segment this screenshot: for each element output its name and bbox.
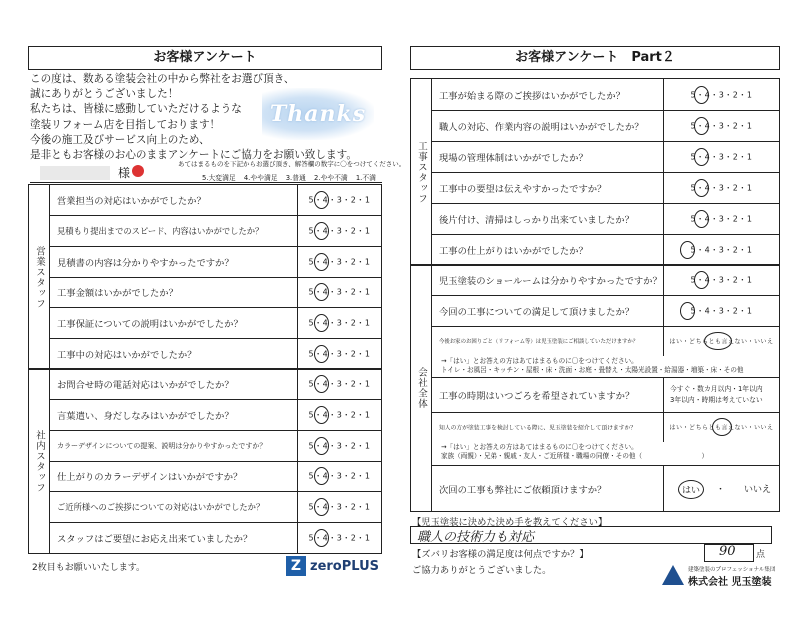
rating-cell[interactable] xyxy=(297,430,381,461)
kodama-logo-icon xyxy=(662,565,684,585)
section-office-staff xyxy=(28,368,382,554)
scale-item: 5.大変満足 xyxy=(202,174,236,182)
question-row xyxy=(49,185,381,216)
zeroplus-logo-icon: Z xyxy=(286,556,306,576)
question-text: 仕上がりのカラーデザインはいかがですか？ xyxy=(57,472,243,483)
rating-options: 5・4・3・2・1 xyxy=(308,410,371,419)
scale-item: 4.やや満足 xyxy=(243,174,278,182)
rating-cell[interactable] xyxy=(297,461,381,491)
question-text: 職人の対応、作業内容の説明はいかがでしたか？ xyxy=(439,121,644,133)
intro-line: 塗装リフォーム店を目指しております！ xyxy=(30,118,221,131)
section-sales-staff xyxy=(28,184,382,370)
renovation-options[interactable]: トイレ・お風呂・キッチン・屋根・床・洗面・お庭・畳替え・太陽光設置・給湯器・増築・床・その他 xyxy=(441,366,744,374)
timing-option-line: 今すぐ・数カ月以内・1年以内 xyxy=(670,385,763,393)
rating-options: 5・4・3・2・1 xyxy=(308,195,371,205)
question-row xyxy=(49,399,381,431)
footer-note: 2枚目もお願いいたします。 xyxy=(32,563,146,573)
rating-options: 5・4・3・2・1 xyxy=(308,318,371,327)
question-row xyxy=(431,326,779,356)
section-construction-staff xyxy=(410,78,780,266)
rating-options: 5・4・3・2・1 xyxy=(308,226,371,235)
timing-option-line: 3年以内・時期は考えていない xyxy=(670,396,763,404)
question-text: 言葉遣い、身だしなみはいかがでしたか？ xyxy=(57,410,234,422)
rating-cell[interactable] xyxy=(297,399,381,430)
intro-line: 是非ともお客様のお心のままアンケートにご協力をお願い致します。 xyxy=(30,149,357,162)
redacted-customer-name xyxy=(40,166,110,180)
relationship-options[interactable]: 家族（両親）・兄弟・親戚・友人・ご近所様・職場の同僚・その他（ ） xyxy=(441,452,709,460)
brand-name: zeroPLUS xyxy=(310,558,379,574)
deciding-factor-label: 【児玉塗装に決めた決め手を教えてください】 xyxy=(412,517,608,528)
rating-options: 5・4・3・2・1 xyxy=(690,121,753,130)
question-row xyxy=(49,307,381,339)
rating-options: はい・どちらとも言えない・いいえ xyxy=(669,424,774,432)
rating-options: 5・4・3・2・1 xyxy=(690,183,753,192)
question-text: 知人の方が塗装工事を検討している際に、児玉塗装を紹介して頂けますか？ xyxy=(439,425,637,432)
question-text: 工事の仕上がりはいかがでしたか？ xyxy=(439,245,588,257)
scale-item: 1.不満 xyxy=(355,174,376,182)
yes-option[interactable]: はい xyxy=(678,480,704,499)
question-row xyxy=(49,491,381,523)
rating-cell[interactable] xyxy=(297,338,381,369)
rating-options: 5・4・3・2・1 xyxy=(308,502,371,511)
question-text: ご近所様へのご挨拶についての対応はいかがでしたか？ xyxy=(57,501,265,512)
intro-line: 今後の施工及びサービス向上のため、 xyxy=(30,133,210,146)
thanks-watercolor-art: Thanks xyxy=(262,88,374,140)
question-text: 次回の工事も弊社にご依頼頂けますか？ xyxy=(439,484,607,496)
rating-options: 5・4・3・2・1 xyxy=(308,379,371,389)
handwritten-score: 90 xyxy=(719,544,736,559)
scale-item: 2.やや不満 xyxy=(313,174,348,182)
rating-cell[interactable] xyxy=(663,79,779,110)
rating-cell[interactable] xyxy=(297,215,381,246)
rating-cell[interactable] xyxy=(663,295,779,326)
section-label: 工事スタッフ xyxy=(411,79,432,265)
rating-cell[interactable] xyxy=(663,265,779,295)
question-row xyxy=(431,203,779,235)
question-text: 児玉塗装のショールームは分かりやすかったですか？ xyxy=(439,276,662,287)
question-row xyxy=(431,141,779,173)
honorific-label: 様 xyxy=(118,166,131,180)
question-text: 後片付け、清掃はしっかり出来ていましたか？ xyxy=(439,214,634,226)
rating-options: 5・4・3・2・1 xyxy=(308,441,371,450)
question-row xyxy=(49,338,381,369)
question-row xyxy=(49,246,381,278)
intro-line: この度は、数ある塗装会社の中から弊社をお選び頂き、 xyxy=(30,73,295,85)
question-row xyxy=(431,110,779,142)
question-text: 見積もり提出までのスピード、内容はいかがでしたか？ xyxy=(57,225,264,236)
rating-cell[interactable] xyxy=(663,234,779,265)
rating-options: 5・4・3・2・1 xyxy=(690,90,753,99)
question-text: 工事金額はいかがでしたか？ xyxy=(57,288,178,299)
separator: ・ xyxy=(716,485,726,495)
rating-cell[interactable] xyxy=(663,110,779,141)
company-tagline: 建築塗装のプロフェッショナル集団 xyxy=(688,567,776,573)
company-name: 株式会社 児玉塗装 xyxy=(688,577,772,588)
question-row xyxy=(431,466,779,511)
score-label: 【ズバリお客様の満足度は何点ですか？】 xyxy=(412,549,589,560)
question-text: 工事が始まる際のご挨拶はいかがでしたか？ xyxy=(439,90,625,102)
question-text: スタッフはご要望にお応え出来ていましたか？ xyxy=(57,533,253,545)
question-row xyxy=(431,295,779,327)
question-text: 今回の工事についての満足して頂けましたか？ xyxy=(439,306,635,318)
rating-options: 5・4・3・2・1 xyxy=(690,214,753,223)
rating-cell[interactable] xyxy=(663,141,779,172)
rating-options: はい・どちらとも言えない・いいえ xyxy=(669,338,774,346)
rating-options: 5・4・3・2・1 xyxy=(308,533,371,542)
survey-page-2 xyxy=(400,0,800,622)
rating-cell[interactable] xyxy=(297,522,381,553)
instruction-text: あてはまるものを下記からお選び頂き、解答欄の数字に〇をつけてください。 xyxy=(178,160,406,168)
brand-logo xyxy=(286,556,379,576)
rating-cell[interactable] xyxy=(297,307,381,338)
page-title: お客様アンケート xyxy=(28,46,382,70)
intro-line: 誠にありがとうございました！ xyxy=(30,88,179,101)
rating-options: 5・4・3・2・1 xyxy=(690,152,753,161)
no-option[interactable]: いいえ xyxy=(744,485,772,495)
followup-options xyxy=(431,443,779,466)
rating-cell[interactable] xyxy=(663,172,779,203)
page-title: お客様アンケート Part２ xyxy=(410,46,780,70)
question-text: 工事中の対応はいかがでしたか？ xyxy=(57,349,197,361)
question-row xyxy=(49,369,381,400)
rating-cell[interactable] xyxy=(297,185,381,215)
question-text: 今後お家のお困りごと（リフォーム等）は児玉塗装にご相談していただけますか？ xyxy=(439,339,639,345)
question-text: 営業担当の対応はいかがでしたか？ xyxy=(57,196,206,207)
question-text: 現場の管理体制はいかがでしたか？ xyxy=(439,152,588,164)
rating-cell[interactable] xyxy=(663,203,779,234)
question-text: 工事の時期はいつごろを希望されていますか？ xyxy=(439,391,635,402)
question-row xyxy=(431,265,779,296)
yes-no-cell[interactable] xyxy=(663,466,779,511)
pen-stamp-icon xyxy=(132,165,144,177)
rating-options: 5・4・3・2・1 xyxy=(308,257,371,266)
rating-options: 5・4・3・2・1 xyxy=(308,471,371,481)
section-label: 営業スタッフ xyxy=(29,185,50,369)
question-row xyxy=(49,522,381,553)
rating-cell[interactable] xyxy=(663,326,779,356)
rating-cell[interactable] xyxy=(663,412,779,442)
name-underline xyxy=(30,182,382,183)
question-text: カラーデザインについての提案、説明は分かりやすかったですか？ xyxy=(57,441,267,450)
followup-options xyxy=(431,357,779,378)
section-label: 社内スタッフ xyxy=(29,369,50,553)
intro-line: 私たちは、皆様に感動していただけるような xyxy=(30,103,242,116)
rating-options: 5・4・3・2・1 xyxy=(308,349,371,358)
rating-options: 5・4・3・2・1 xyxy=(308,287,371,297)
rating-cell[interactable] xyxy=(297,491,381,522)
question-row xyxy=(431,79,779,111)
question-row xyxy=(49,430,381,462)
followup-instruction: →「はい」とお答えの方はあてはまるものに〇をつけてください。 xyxy=(441,357,638,365)
section-company-overall xyxy=(410,264,780,512)
score-input-box[interactable] xyxy=(704,544,754,562)
rating-options: 5・4・3・2・1 xyxy=(690,306,753,315)
question-row xyxy=(49,461,381,492)
customer-name-row xyxy=(30,160,406,184)
thanks-note: ご協力ありがとうございました。 xyxy=(412,565,552,576)
question-row xyxy=(49,215,381,247)
followup-instruction: →「はい」とお答えの方はあてはまるものに〇をつけてください。 xyxy=(441,443,638,451)
question-row xyxy=(431,412,779,442)
rating-options: 5・4・3・2・1 xyxy=(690,275,753,285)
question-row xyxy=(431,172,779,204)
rating-options: 5・4・3・2・1 xyxy=(690,245,753,254)
question-row xyxy=(49,277,381,308)
question-text: 工事中の要望は伝えやすかったですか？ xyxy=(439,183,607,195)
rating-cell[interactable] xyxy=(297,246,381,277)
scale-item: 3.普通 xyxy=(285,174,306,182)
question-row xyxy=(431,234,779,265)
question-text: 工事保証についての説明はいかがでしたか？ xyxy=(57,318,243,330)
question-text: 見積書の内容は分かりやすかったですか？ xyxy=(57,257,234,269)
timing-options[interactable] xyxy=(663,378,779,412)
question-row xyxy=(431,378,779,413)
rating-scale-legend xyxy=(202,172,382,182)
rating-cell[interactable] xyxy=(297,369,381,399)
question-text: お問合せ時の電話対応はいかがでしたか？ xyxy=(57,380,234,391)
rating-cell[interactable] xyxy=(297,277,381,307)
section-label: 会社全体 xyxy=(411,265,432,511)
deciding-factor-answer-box[interactable] xyxy=(410,526,772,544)
score-unit: 点 xyxy=(756,550,766,560)
handwritten-answer: 職人の技術力も対応 xyxy=(417,530,535,545)
